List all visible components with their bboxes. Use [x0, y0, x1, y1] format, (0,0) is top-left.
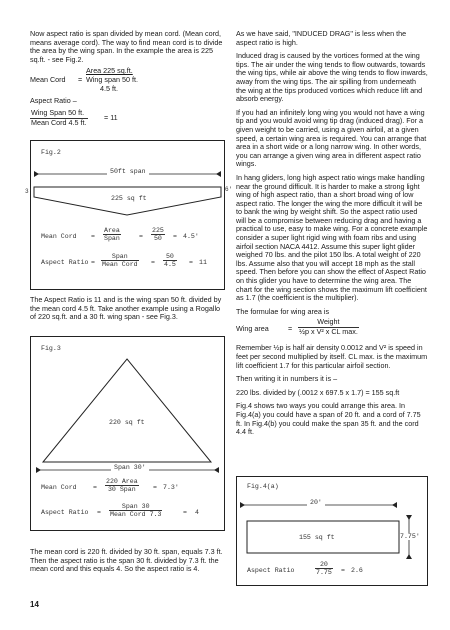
aspect-ratio-result: = 11 [104, 112, 118, 122]
fraction-numerator: Span [101, 253, 139, 261]
fraction-denominator: Mean Cord 7.3 [110, 511, 162, 518]
span-label: 50ft span [107, 168, 149, 175]
paragraph: As we have said, "INDUCED DRAG" is less when the aspect ratio is high. [236, 29, 407, 47]
fraction-numerator: 50 [163, 253, 177, 261]
paragraph: In hang gliders, long high aspect ratio wings make handling near the ground difficult. It is harder to make a strong light wing of high aspect ratio, than a short broad wing of low aspect ratio. The longer the wing the more difficult it will be to bank the wing by weight shift. So the aspect ratio used will be a compromise between reducing drag and having a practical to use, easy to make wing. For a concrete example consider a super light rigid wing with foam ribs and using airfoil section NACA 4412. Assume this super light glider weighed 70 lbs. and the pilot 150 lbs. A total weight of 220 lbs. Assume also that you will accept 18 mph as the stall speed. Then before you can show the effect of Aspect Ratio on this glider you have to determine the wing area. The chart for the wing section shows the maximum lift coefficient as 1.7 (the coefficient is the multiplier). [236, 172, 428, 303]
left-paragraph-2 [30, 296, 225, 327]
equation-label: Mean Cord [30, 75, 66, 85]
fraction-denominator: 4.5 [164, 261, 176, 268]
mean-cord-result: 7.3' [163, 484, 179, 491]
paragraph: Then writing it in numbers it is – [236, 374, 338, 384]
figure-title: Fig.2 [41, 149, 61, 156]
fraction-denominator: 7.75 [316, 569, 332, 576]
paragraph: Induced drag is caused by the vortices formed at the wing tips. The air under the wing tends to flow outwards, towards the wing tips, while air above the wing tends to flow inwards, away from the wing tips. The air spilling from underneath the wing at the tips produced vortices which reduce lift and absorb energy. [236, 51, 428, 104]
fraction-numerator: Weight [298, 318, 359, 328]
fraction-denominator: Span [104, 235, 120, 242]
area-label: 225 sq ft [111, 195, 147, 202]
area-label: 220 sq ft [109, 419, 145, 426]
fraction-denominator: ½p x V² x CL max. [299, 327, 358, 336]
equals-sign: = [151, 259, 155, 266]
fraction-denominator: 50 [153, 235, 162, 242]
aspect-ratio-label: Aspect Ratio [247, 567, 295, 574]
formula-fraction [298, 318, 359, 336]
equation-equals: = [78, 75, 83, 85]
cord-label: 7.75' [400, 533, 420, 540]
equals-sign: = [341, 567, 345, 574]
equation-result: 4.5 ft. [100, 84, 118, 94]
aspect-ratio-label: Aspect Ratio [41, 259, 89, 266]
area-over-span [105, 478, 139, 493]
equation-divisor: Wing span 50 ft. [86, 75, 138, 85]
area-label: 155 sq ft [299, 534, 335, 541]
aspect-ratio-fraction [30, 109, 88, 127]
equals-sign: = [93, 484, 97, 491]
aspect-ratio-result: 2.6 [351, 567, 363, 574]
equals-sign: = [153, 484, 157, 491]
span-label: 20' [307, 499, 325, 506]
right-dimension: 6' [225, 186, 233, 193]
paragraph: Now aspect ratio is span divided by mean cord. (Mean cord, means average cord). The way to find mean cord is to divide the area by the wing span. In the example the area is 225 sq.ft. - see Fig.2. [30, 29, 223, 64]
equals-sign: = [139, 233, 143, 240]
span-label: Span 30' [111, 464, 149, 471]
mean-cord-label: Mean Cord [41, 484, 77, 491]
rogallo-diagram [31, 337, 224, 530]
fraction-numerator: 220 Area [106, 478, 138, 485]
formula-label: Wing area [236, 324, 269, 334]
fraction-denominator: 30 Span [107, 486, 136, 493]
paragraph: The mean cord is 220 ft. divided by 30 ft. span, equals 7.3 ft. Then the aspect ratio is the span 30 ft. divided by 7.3 ft. the mean cord and this equals 4. So the aspect ratio is 4. [30, 547, 223, 574]
paragraph: Remember ½p is half air density 0.0012 and V² is speed in feet per second multiplied by itself. CL max. is the maximum lift coefficient 1.7 for this particular airfoil section. [236, 343, 428, 370]
equals-sign: = [183, 509, 187, 516]
left-column [30, 30, 225, 133]
page-number: 14 [30, 600, 39, 609]
aspect-ratio-equation [30, 109, 225, 133]
figure-4a [236, 476, 428, 586]
paragraph: Fig.4 shows two ways you could arrange this area. In Fig.4(a) you could have a span of 20 ft. and a cord of 7.75 ft. In Fig.4(b) you could make the span 35 ft. and the cord 4.4 ft. [236, 401, 421, 437]
equation-area: Area 225 sq.ft. [86, 66, 133, 76]
fraction-numerator: 20 [315, 561, 333, 569]
paragraph: The Aspect Ratio is 11 and is the wing span 50 ft. divided by the mean cord 4.5 ft. Take another example using a Rogallo of 220 sq.ft. and a 30 ft. wing span - see Fig.3. [30, 295, 222, 322]
span-over-cord [315, 561, 333, 576]
fraction-denominator: Mean Cord 4.5 ft. [31, 117, 87, 127]
equals-sign: = [189, 259, 193, 266]
span-over-cord [101, 253, 139, 268]
paragraph: If you had an infinitely long wing you would not have a wing tip and you would avoid wing tip drag (induced drag). For a given weight to be carried, using a given airfoil, at a given speed, a certain wing area is required. You can arrange that area in a short wide or a long narrow wing. In other words, you can arrange a given wing area in different aspect ratio wings. [236, 107, 427, 169]
equals-sign: = [91, 233, 95, 240]
value-fraction [163, 253, 177, 268]
mean-cord-result: 4.5' [183, 233, 199, 240]
fraction-numerator: Span 30 [109, 503, 162, 511]
value-fraction [151, 227, 165, 242]
aspect-ratio-label: Aspect Ratio [41, 509, 89, 516]
mean-cord-label: Mean Cord [41, 233, 77, 240]
figure-3 [30, 336, 225, 531]
aspect-ratio-label: Aspect Ratio – [30, 96, 77, 106]
aspect-ratio-result: 11 [199, 259, 207, 266]
left-dimension: 3' [25, 188, 33, 195]
span-over-cord [109, 503, 162, 518]
fraction-numerator: Wing Span 50 ft. [30, 109, 88, 119]
figure-title: Fig.3 [41, 345, 61, 352]
fraction-numerator: Area [104, 227, 120, 234]
paragraph: 220 lbs. divided by (.0012 x 697.5 x 1.7) = 155 sq.ft [236, 387, 400, 397]
equals-sign: = [91, 259, 95, 266]
aspect-ratio-result: 4 [195, 509, 199, 516]
figure-2 [25, 140, 225, 290]
area-over-span [103, 227, 121, 242]
right-column [236, 30, 428, 442]
fraction-denominator: Mean Cord [102, 261, 138, 268]
equals-sign: = [97, 509, 101, 516]
left-paragraph-3 [30, 548, 225, 579]
equals-sign: = [173, 233, 177, 240]
mean-cord-equation [30, 67, 225, 97]
equals-sign: = [288, 324, 293, 334]
fraction-numerator: 225 [152, 227, 164, 234]
wing-area-formula [236, 318, 428, 340]
paragraph: The formulae for wing area is [236, 306, 330, 316]
figure-title: Fig.4(a) [247, 483, 279, 490]
